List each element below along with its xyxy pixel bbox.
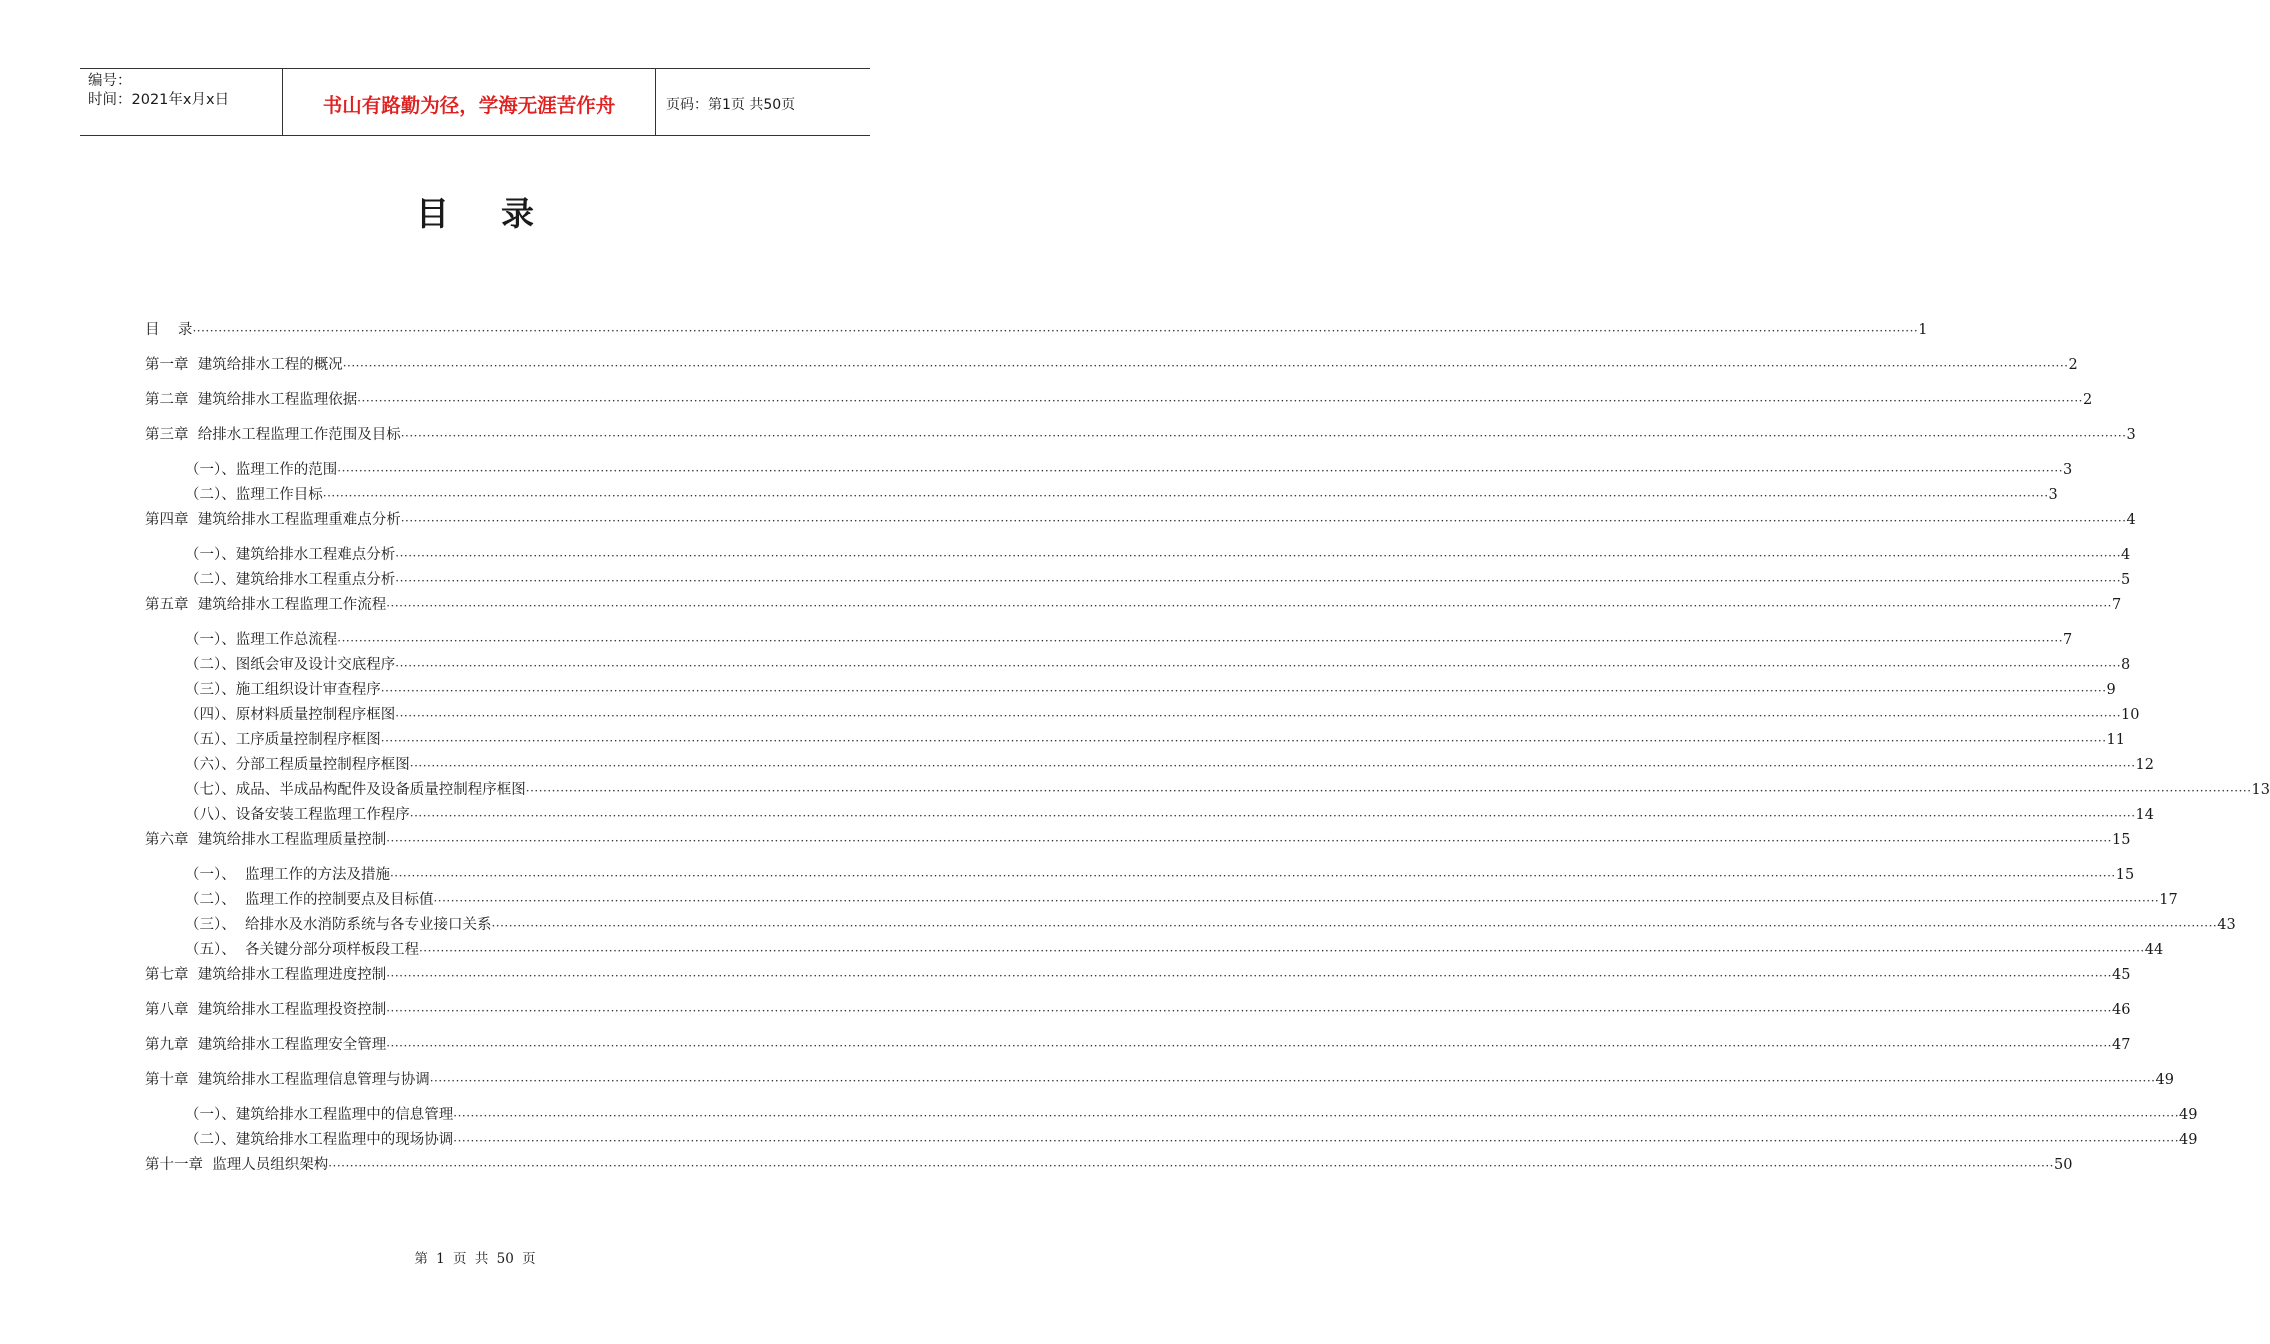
toc-leader-dots: ················································································································································································································································································································································································································	[395, 709, 2122, 723]
toc-entry-title: （二）、监理工作目标	[185, 487, 323, 503]
toc-entry-page: 14	[2135, 807, 2154, 823]
toc-entry-title: （一）、监理工作总流程	[185, 632, 338, 648]
toc-entry[interactable]	[185, 570, 2131, 590]
toc-entry-page: 13	[2251, 782, 2270, 798]
toc-entry[interactable]	[185, 630, 2073, 650]
toc-entry[interactable]	[185, 1130, 2198, 1150]
toc-entry-title: （一）、监理工作的范围	[185, 462, 338, 478]
toc-entry-title: （八）、设备安装工程监理工作程序	[185, 807, 410, 823]
toc-entry-page: 8	[2121, 657, 2131, 673]
toc-leader-dots: ················································································································································································································································································································································································································	[491, 919, 2218, 933]
toc-entry-title: 第一章 建筑给排水工程的概况	[145, 357, 343, 373]
toc-entry-page: 7	[2112, 597, 2122, 613]
toc-entry-title: （七）、成品、半成品构配件及设备质量控制程序框图	[185, 782, 526, 798]
header-motto: 书山有路勤为径，学海无涯苦作舟	[282, 69, 656, 135]
toc-entry-title: （五）、工序质量控制程序框图	[185, 732, 381, 748]
toc-entry-page: 10	[2121, 707, 2140, 723]
toc-entry[interactable]	[145, 510, 2136, 530]
toc-leader-dots: ················································································································································································································································································································································································································	[409, 809, 2136, 823]
toc-entry-page: 50	[2054, 1157, 2073, 1173]
toc-entry-title: 第十一章 监理人员组织架构	[145, 1157, 329, 1173]
toc-entry-title: （四）、原材料质量控制程序框图	[185, 707, 396, 723]
toc-entry-page: 3	[2126, 427, 2136, 443]
toc-entry[interactable]	[145, 830, 2131, 850]
toc-entry-title: 第九章 建筑给排水工程监理安全管理	[145, 1037, 387, 1053]
toc-entry[interactable]	[185, 755, 2154, 775]
toc-entry-title: （一）、建筑给排水工程难点分析	[185, 547, 396, 563]
toc-entry-page: 49	[2155, 1072, 2174, 1088]
toc-entry-page: 1	[1918, 322, 1928, 338]
toc-leader-dots: ················································································································································································································································································································································································································	[409, 759, 2136, 773]
toc-leader-dots: ················································································································································································································································································································································································································	[400, 429, 2127, 443]
toc-leader-dots: ················································································································································································································································································································································································································	[400, 514, 2127, 528]
toc-leader-dots: ················································································································································································································································································································································································································	[328, 1159, 2054, 1173]
toc-entry-title: 目 录	[145, 322, 193, 338]
toc-entry[interactable]	[185, 865, 2135, 885]
toc-entry-title: （五）、 各关键分部分项样板段工程	[185, 942, 419, 958]
toc-entry-page: 15	[2112, 832, 2131, 848]
toc-entry[interactable]	[185, 680, 2116, 700]
toc-entry-page: 43	[2217, 917, 2236, 933]
document-time: 时间：2021年x月x日	[88, 92, 230, 108]
toc-leader-dots: ················································································································································································································································································································································································································	[433, 894, 2160, 908]
toc-leader-dots: ················································································································································································································································································································································································································	[386, 599, 2112, 613]
toc-entry[interactable]	[145, 1155, 2073, 1175]
toc-entry-title: （二）、 监理工作的控制要点及目标值	[185, 892, 434, 908]
page-title: 目录	[416, 194, 586, 233]
toc-entry[interactable]	[185, 940, 2164, 960]
toc-entry[interactable]	[185, 890, 2178, 910]
toc-entry[interactable]	[145, 1000, 2131, 1020]
toc-leader-dots: ················································································································································································································································································································································································································	[386, 834, 2112, 848]
toc-entry[interactable]	[145, 320, 1928, 340]
toc-entry-page: 11	[2106, 732, 2125, 748]
toc-entry-page: 3	[2048, 487, 2058, 503]
toc-entry-title: （二）、建筑给排水工程重点分析	[185, 572, 396, 588]
page-header	[80, 68, 870, 136]
toc-entry[interactable]	[185, 545, 2131, 565]
toc-entry[interactable]	[145, 1035, 2131, 1055]
toc-leader-dots: ················································································································································································································································································································································································································	[453, 1109, 2180, 1123]
toc-entry[interactable]	[185, 705, 2140, 725]
toc-leader-dots: ················································································································································································································································································································································································································	[418, 944, 2145, 958]
toc-entry-page: 15	[2115, 867, 2135, 883]
toc-entry-title: 第八章 建筑给排水工程监理投资控制	[145, 1002, 387, 1018]
toc-leader-dots: ················································································································································································································································································································································································································	[395, 549, 2122, 563]
toc-entry-title: 第五章 建筑给排水工程监理工作流程	[145, 597, 387, 613]
toc-leader-dots: ················································································································································································································································································································································································································	[192, 324, 1919, 338]
toc-entry[interactable]	[185, 460, 2073, 480]
toc-entry-page: 17	[2159, 892, 2178, 908]
toc-entry[interactable]	[185, 915, 2236, 935]
toc-entry-page: 2	[2083, 392, 2093, 408]
toc-entry-page: 5	[2121, 572, 2131, 588]
toc-leader-dots: ················································································································································································································································································································································································································	[342, 359, 2069, 373]
toc-entry[interactable]	[185, 730, 2125, 750]
toc-entry-title: 第四章 建筑给排水工程监理重难点分析	[145, 512, 401, 528]
toc-entry-title: （一）、 监理工作的方法及措施	[185, 867, 390, 883]
toc-leader-dots: ················································································································································································································································································································································································································	[395, 574, 2122, 588]
toc-leader-dots: ················································································································································································································································································································································································································	[525, 784, 2252, 798]
toc-entry-title: （三）、 给排水及水消防系统与各专业接口关系	[185, 917, 492, 933]
toc-entry-page: 4	[2126, 512, 2136, 528]
toc-entry[interactable]	[145, 355, 2078, 375]
toc-leader-dots: ················································································································································································································································································································································································································	[386, 1004, 2112, 1018]
toc-entry-page: 44	[2144, 942, 2164, 958]
toc-entry[interactable]	[145, 595, 2122, 615]
toc-leader-dots: ················································································································································································································································································································································································································	[386, 1039, 2112, 1053]
toc-entry-page: 46	[2112, 1002, 2131, 1018]
toc-entry-title: 第六章 建筑给排水工程监理质量控制	[145, 832, 387, 848]
toc-leader-dots: ················································································································································································································································································································································································································	[453, 1134, 2180, 1148]
toc-leader-dots: ················································································································································································································································································································································································································	[386, 969, 2112, 983]
toc-leader-dots: ················································································································································································································································································································································································································	[380, 684, 2107, 698]
toc-entry-title: 第三章 给排水工程监理工作范围及目标	[145, 427, 401, 443]
toc-entry-page: 4	[2121, 547, 2131, 563]
toc-entry-page: 7	[2063, 632, 2073, 648]
toc-entry[interactable]	[145, 425, 2136, 445]
toc-entry[interactable]	[185, 805, 2154, 825]
toc-entry-title: （六）、分部工程质量控制程序框图	[185, 757, 410, 773]
toc-leader-dots: ················································································································································································································································································································································································································	[337, 634, 2064, 648]
toc-entry-title: （一）、建筑给排水工程监理中的信息管理	[185, 1107, 454, 1123]
toc-entry-page: 9	[2106, 682, 2116, 698]
toc-leader-dots: ················································································································································································································································································································································································································	[357, 394, 2083, 408]
toc-entry[interactable]	[185, 780, 2270, 800]
toc-entry-title: 第十章 建筑给排水工程监理信息管理与协调	[145, 1072, 430, 1088]
toc-entry[interactable]	[145, 390, 2093, 410]
toc-entry-page: 12	[2135, 757, 2154, 773]
toc-entry-page: 49	[2179, 1107, 2198, 1123]
toc-entry-page: 47	[2112, 1037, 2131, 1053]
toc-entry[interactable]	[185, 655, 2131, 675]
toc-entry[interactable]	[185, 1105, 2198, 1125]
toc-leader-dots: ················································································································································································································································································································································································································	[337, 464, 2064, 478]
toc-entry-title: （三）、施工组织设计审查程序	[185, 682, 381, 698]
toc-entry-title: （二）、图纸会审及设计交底程序	[185, 657, 396, 673]
toc-entry[interactable]	[145, 1070, 2174, 1090]
toc-entry-page: 45	[2112, 967, 2131, 983]
toc-leader-dots: ················································································································································································································································································································································································································	[389, 869, 2116, 883]
document-number-label: 编号：	[88, 73, 132, 89]
toc-leader-dots: ················································································································································································································································································································································································································	[429, 1074, 2156, 1088]
toc-leader-dots: ················································································································································································································································································································································································································	[395, 659, 2122, 673]
toc-entry[interactable]	[185, 485, 2058, 505]
toc-entry-title: （二）、建筑给排水工程监理中的现场协调	[185, 1132, 454, 1148]
toc-entry-title: 第七章 建筑给排水工程监理进度控制	[145, 967, 387, 983]
toc-entry-page: 3	[2063, 462, 2073, 478]
toc-entry-title: 第二章 建筑给排水工程监理依据	[145, 392, 358, 408]
toc-entry-page: 49	[2179, 1132, 2198, 1148]
header-page-info: 页码：第1页 共50页	[666, 97, 796, 113]
header-info	[80, 69, 282, 135]
page-footer: 第 1 页 共 50 页	[414, 1251, 536, 1267]
toc-leader-dots: ················································································································································································································································································································································································································	[380, 734, 2107, 748]
toc-entry-page: 2	[2068, 357, 2078, 373]
toc-leader-dots: ················································································································································································································································································································································································································	[322, 489, 2049, 503]
toc-entry[interactable]	[145, 965, 2131, 985]
